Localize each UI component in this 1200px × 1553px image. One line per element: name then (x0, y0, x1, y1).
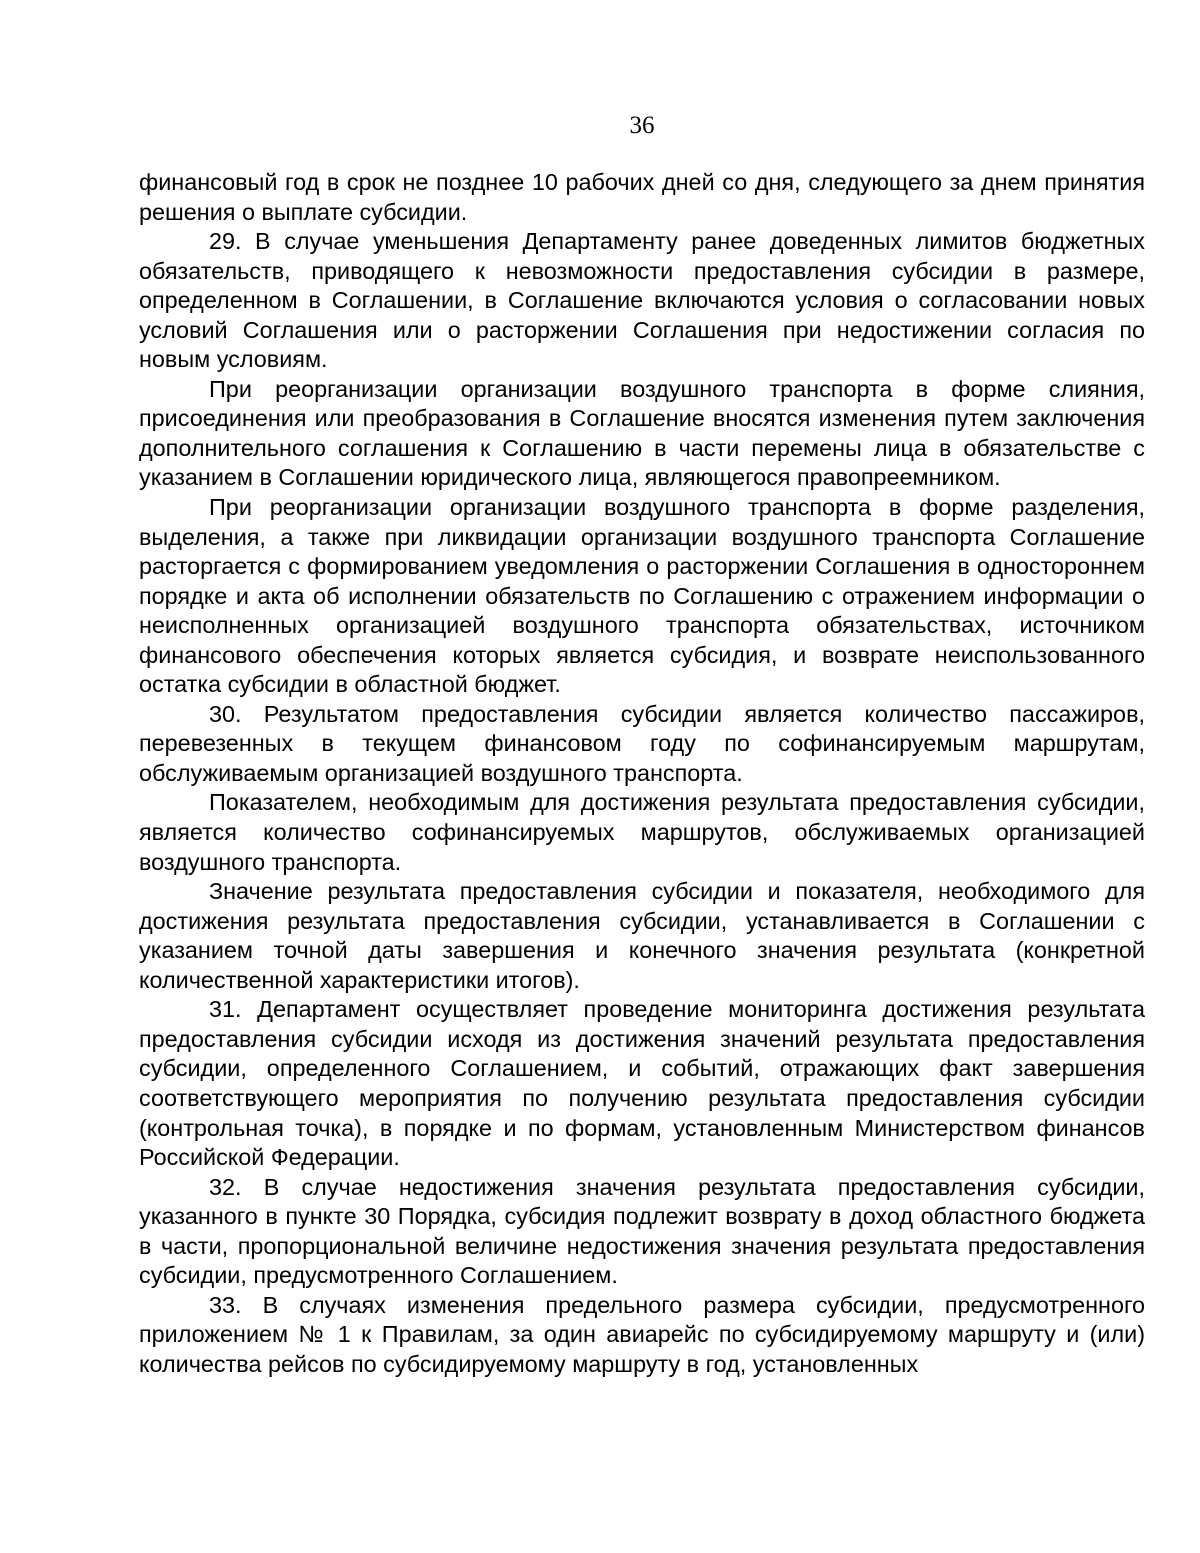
document-body (139, 168, 1145, 1379)
page-number: 36 (629, 112, 655, 139)
paragraph-result-value: Значение результата предоставления субсидии и показателя, необходимого для достижения результата предоставления субсидии, устанавливается в Соглашении с указанием точной даты завершения и конечного значения результата (конкретной количественной характеристики итогов). (139, 878, 1145, 993)
paragraph-indicator: Показателем, необходимым для достижения результата предоставления субсидии, является количество софинансируемых маршрутов, обслуживаемых организацией воздушного транспорта. (139, 789, 1145, 875)
paragraph-continuation: финансовый год в срок не позднее 10 рабочих дней со дня, следующего за днем принятия решения о выплате субсидии. (139, 169, 1145, 225)
paragraph-30: 30. Результатом предоставления субсидии является количество пассажиров, перевезенных в текущем финансовом году по софинансируемым маршрутам, обслуживаемым организацией воздушного транспорта. (139, 700, 1145, 786)
paragraph-29: 29. В случае уменьшения Департаменту ранее доведенных лимитов бюджетных обязательств, приводящего к невозможности предоставления субсидии в размере, определенном в Соглашении, в Соглашение включаются условия о согласовании новых условий Соглашения или о расторжении Соглашения при недостижении согласия по новым условиям. (139, 228, 1145, 373)
paragraph-33: 33. В случаях изменения предельного размера субсидии, предусмотренного приложением № 1 к Правилам, за один авиарейс по субсидируемому маршруту и (или) количества рейсов по субсидируемому маршруту в год, установленных (139, 1291, 1145, 1377)
paragraph-32: 32. В случае недостижения значения результата предоставления субсидии, указанного в пункте 30 Порядка, субсидия подлежит возврату в доход областного бюджета в части, пропорциональной величине недостижения значения результата предоставления субсидии, предусмотренного Соглашением. (139, 1173, 1145, 1289)
paragraph-reorganization-merger: При реорганизации организации воздушного транспорта в форме слияния, присоединения или преобразования в Соглашение вносятся изменения путем заключения дополнительного соглашения к Соглашению в части перемены лица в обязательстве с указанием в Соглашении юридического лица, являющегося правопреемником. (139, 375, 1145, 491)
paragraph-reorganization-separation: При реорганизации организации воздушного транспорта в форме разделения, выделения, а также при ликвидации организации воздушного транспорта Соглашение расторгается с формированием уведомления о расторжении Соглашения в одностороннем порядке и акта об исполнении обязательств по Соглашению с отражением информации о неисполненных организацией воздушного транспорта обязательствах, источником финансового обеспечения которых является субсидия, и возврате неиспользованного остатка субсидии в областной бюджет. (139, 494, 1145, 698)
paragraph-31: 31. Департамент осуществляет проведение мониторинга достижения результата предоставления субсидии исходя из достижения значений результата предоставления субсидии, определенного Соглашением, и событий, отражающих факт завершения соответствующего мероприятия по получению результата предоставления субсидии (контрольная точка), в порядке и по формам, установленным Министерством финансов Российской Федерации. (139, 996, 1145, 1171)
